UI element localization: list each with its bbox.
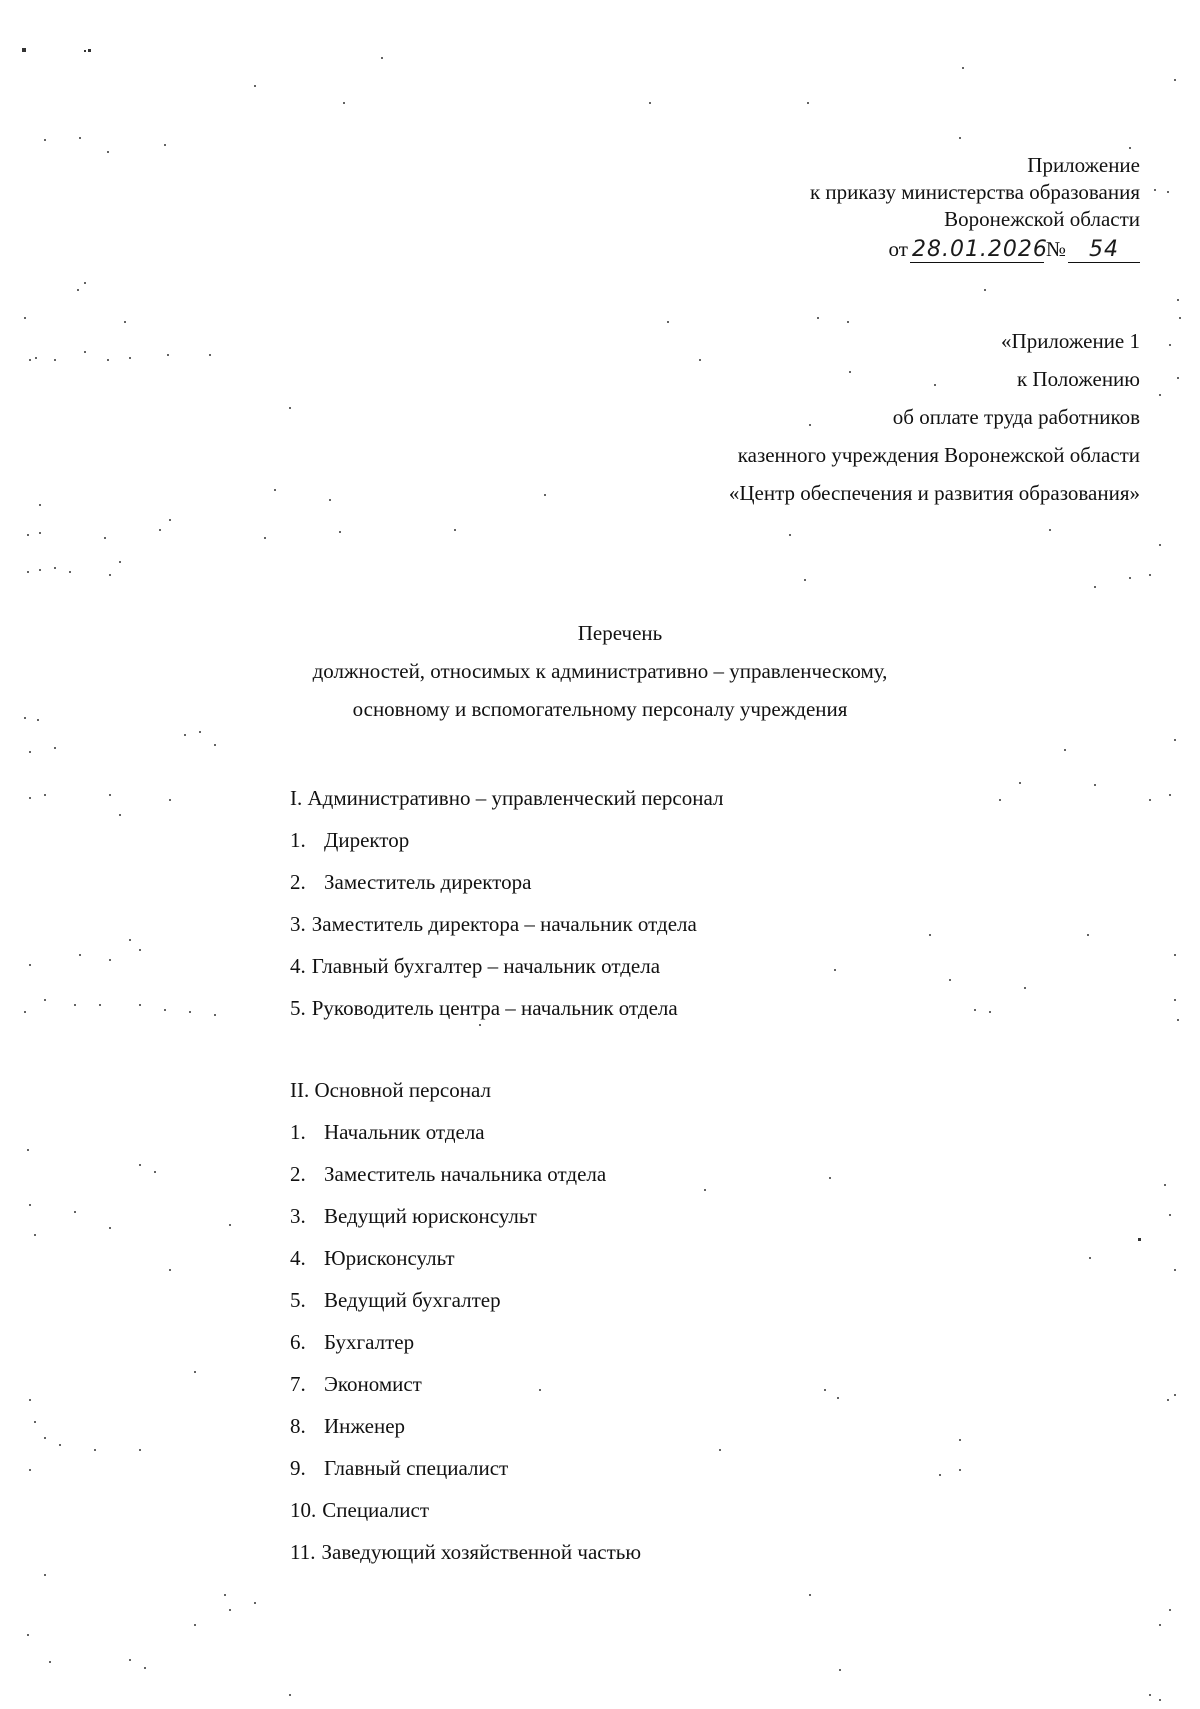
list-item: [290, 1447, 641, 1489]
list-item-number: 2.: [290, 1162, 306, 1186]
list-item-number: 1.: [290, 1120, 306, 1144]
order-date-number-line: [620, 233, 1140, 263]
list-item-text: Ведущий бухгалтер: [324, 1288, 501, 1312]
appendix-line-3: об оплате труда работников: [892, 405, 1140, 429]
handwritten-order-number: 54: [1068, 239, 1140, 263]
list-item: [290, 1489, 641, 1531]
title-line-2: должностей, относимых к административно – управленческому,: [312, 659, 888, 683]
list-item-number: 3.: [290, 1204, 306, 1228]
list-item-number: 10.: [290, 1498, 317, 1522]
list-item: [290, 1153, 641, 1195]
list-item-number: 8.: [290, 1414, 306, 1438]
list-item-number: 9.: [290, 1456, 306, 1480]
order-date-prefix: от: [888, 237, 908, 261]
section-heading: II. Основной персонал: [290, 1078, 491, 1102]
list-item-number: 4.: [290, 954, 306, 978]
list-item: [290, 1363, 641, 1405]
list-item-text: Заведующий хозяйственной частью: [321, 1540, 642, 1564]
list-item-number: 3.: [290, 912, 306, 936]
list-item: [290, 987, 723, 1029]
order-number-sign: №: [1045, 237, 1066, 261]
list-item-number: 11.: [290, 1540, 316, 1564]
list-item: [290, 1237, 641, 1279]
list-item-text: Начальник отдела: [324, 1120, 485, 1144]
list-item: [290, 1321, 641, 1363]
list-item-number: 5.: [290, 996, 306, 1020]
list-item: [290, 1405, 641, 1447]
section-heading: I. Административно – управленческий персонал: [290, 786, 724, 810]
list-item-text: Директор: [324, 828, 410, 852]
header-appendix-label: Приложение: [1027, 153, 1140, 177]
list-item-text: Юрисконсульт: [324, 1246, 455, 1270]
list-item-text: Инженер: [324, 1414, 406, 1438]
list-item-number: 6.: [290, 1330, 306, 1354]
list-item-text: Ведущий юрисконсульт: [324, 1204, 537, 1228]
list-item-text: Заместитель директора: [324, 870, 532, 894]
list-item: [290, 819, 723, 861]
appendix-line-5: «Центр обеспечения и развития образования»: [728, 481, 1140, 505]
section-administrative-staff: [290, 777, 723, 1029]
list-item-text: Заместитель директора – начальник отдела: [311, 912, 697, 936]
order-reference-block: [620, 152, 1140, 263]
list-item-text: Руководитель центра – начальник отдела: [311, 996, 678, 1020]
list-item: [290, 1279, 641, 1321]
appendix-reference-block: [580, 322, 1140, 512]
list-item: [290, 1195, 641, 1237]
list-item-text: Бухгалтер: [324, 1330, 415, 1354]
list-item-text: Главный бухгалтер – начальник отдела: [311, 954, 661, 978]
appendix-line-4: казенного учреждения Воронежской области: [737, 443, 1140, 467]
list-item: [290, 1531, 641, 1573]
title-line-1: Перечень: [577, 621, 663, 645]
list-item-number: 2.: [290, 870, 306, 894]
list-item: [290, 1111, 641, 1153]
list-item-text: Экономист: [324, 1372, 422, 1396]
list-item: [290, 945, 723, 987]
list-item-number: 7.: [290, 1372, 306, 1396]
handwritten-order-date: 28.01.2026: [911, 237, 1048, 262]
header-order-line: к приказу министерства образования: [809, 180, 1140, 204]
list-item: [290, 861, 723, 903]
list-item: [290, 903, 723, 945]
list-item-text: Главный специалист: [324, 1456, 509, 1480]
list-item-text: Заместитель начальника отдела: [324, 1162, 607, 1186]
list-item-text: Специалист: [322, 1498, 430, 1522]
title-line-3: основному и вспомогательному персоналу учреждения: [352, 697, 848, 721]
appendix-line-2: к Положению: [1016, 367, 1140, 391]
header-region-line: Воронежской области: [944, 207, 1140, 231]
list-item-number: 1.: [290, 828, 306, 852]
list-item-number: 5.: [290, 1288, 306, 1312]
list-item-number: 4.: [290, 1246, 306, 1270]
document-title: [300, 614, 900, 728]
appendix-line-1: «Приложение 1: [1001, 329, 1140, 353]
section-core-staff: [290, 1069, 641, 1573]
